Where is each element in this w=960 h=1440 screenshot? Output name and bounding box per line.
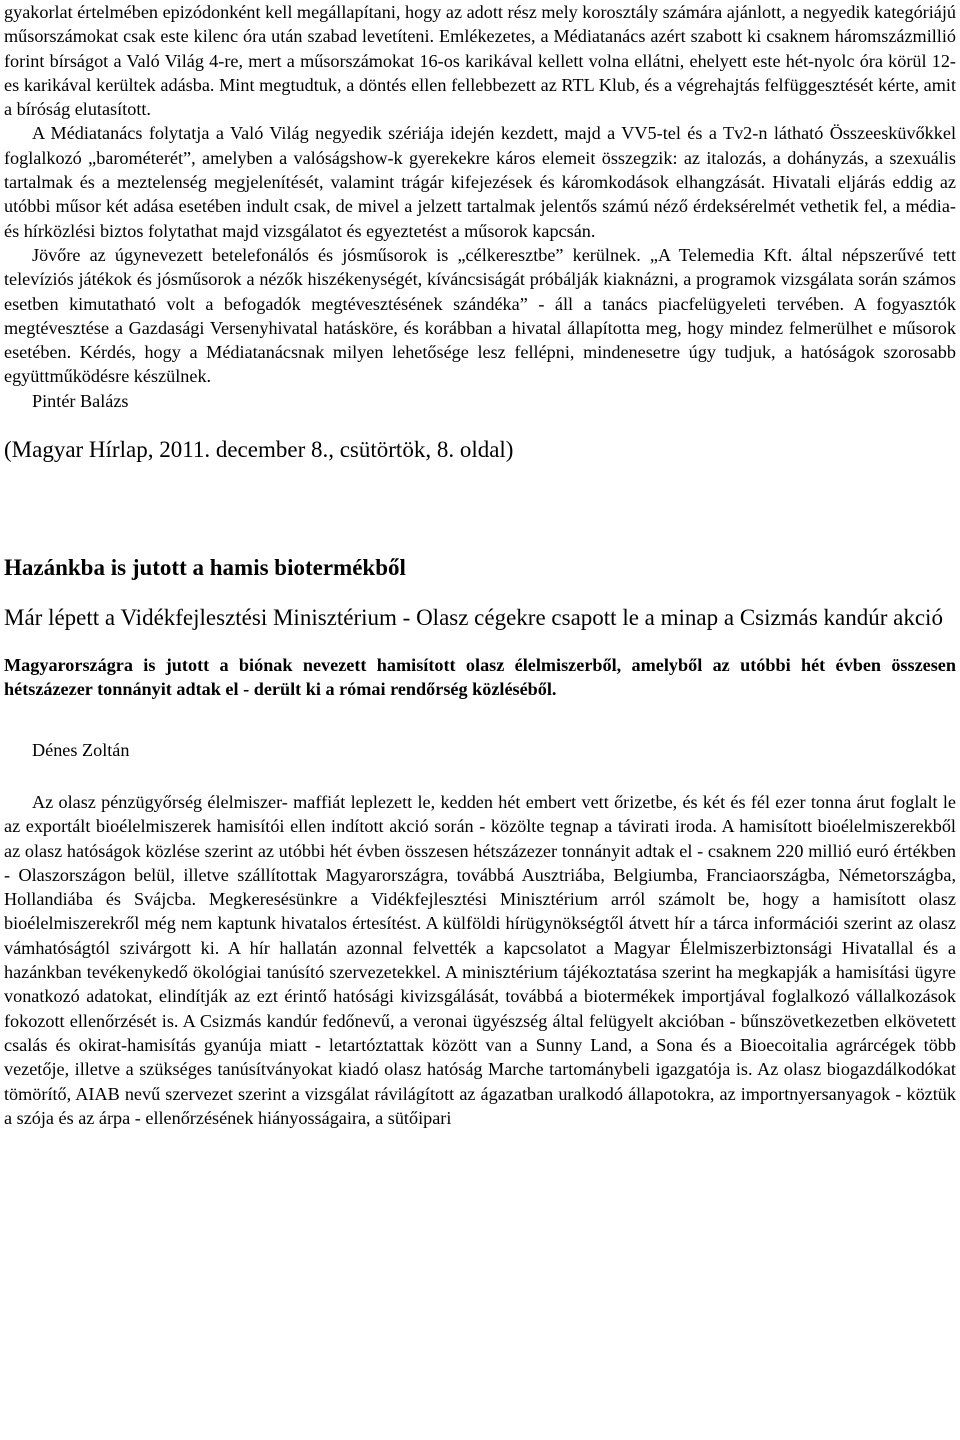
paragraph-3: Jövőre az úgynevezett betelefonálós és jósműsorok is „célkeresztbe” kerülnek. „A Telemedia Kft. által népszerűvé tett televíziós játékok és jósműsorok a nézők hiszékenységét, kíváncsiságát próbálják kiaknázni, a programok vizsgálata során számos esetben kimutatható volt a befogadók megtévesztésének szándéka” - áll a tanács piacfelügyeleti tervében. A fogyasztók megtévesztése a Gazdasági Versenyhivatal hatásköre, és korábban a hivatal állapította meg, hogy mindez felmerülhet e műsorok esetében. Kérdés, hogy a Médiatanácsnak milyen lehetősége lesz fellépni, mindenesetre úgy tudjuk, a hatóságok szorosabb együttműködésre készülnek. <box>4 244 956 387</box>
citation: (Magyar Hírlap, 2011. december 8., csütörtök, 8. oldal) <box>4 437 514 463</box>
article-body: Az olasz pénzügyőrség élelmiszer- maffiát leplezett le, kedden hét embert vett őrizetbe, és két és fél ezer tonna árut foglalt le az exportált bioélelmiszerek hamisítói ellen indított akció során - közölte tegnap a távirati iroda. A hamisított bioélelmiszerekből az olasz hatóságok közlése szerint az utóbbi hét évben összesen hétszázezer tonnányit adtak el - csaknem 220 millió euró értékben - Olaszországon belül, illetve szállítottak Magyarországra, továbbá Ausztriába, Belgiumba, Franciaországba, Németországba, Hollandiába és Svájcba. Megkeresésünkre a Vidékfejlesztési Minisztérium arról számolt be, hogy a hamisított olasz bioélelmiszerekről még nem kaptunk hivatalos értesítést. A külföldi hírügynökségtől átvett hír a tárca információi szerint az olasz vámhatóságtól szivárgott ki. A hír hallatán azonnal felvették a kapcsolatot a Magyar Élelmiszerbiztonsági Hivatallal és a hazánkban tevékenykedő ökológiai tanúsító szervezetekkel. A minisztérium tájékoztatása szerint ha megkapják a hamisítási ügyre vonatkozó adatokat, elindítják az ezt érintő hatósági kivizsgálását, továbbá a biotermékek importjával foglalkozó vállalkozások fokozott ellenőrzését is. A Csizmás kandúr fedőnevű, a veronai ügyészség által felügyelt akcióban - bűnszövetkezetben elkövetett csalás és okirat-hamisítás gyanúja miatt - letartóztattak között van a Sunny Land, a Sona és a Bioecoitalia agrárcégek több vezetője, illetve a szükséges tanúsítványokat kiadó olasz hatóság Marche tartománybeli igazgatója is. Az olasz biogazdálkodókat tömörítő, AIAB nevű szervezet szerint a vizsgálat rávilágított az ágazatban uralkodó állapotokra, az importnyersanyagok - köztük a szója és az árpa - ellenőrzésének hiányosságaira, a sütőipari <box>4 791 956 1128</box>
author-2: Dénes Zoltán <box>32 739 130 760</box>
paragraph-1: gyakorlat értelmében epizódonként kell megállapítani, hogy az adott rész mely korosztály számára ajánlott, a negyedik kategóriájú műsorszámokat csak este kilenc óra után szabad levetíteni. Emlékezetes, a Médiatanács azért szabott ki csaknem háromszázmillió forint bírságot a Való Világ 4-re, mert a műsorszámokat 16-os karikával kellett volna ellátni, ehelyett este hét-nyolc óra körül 12-es karikával kerültek adásba. Mint megtudtuk, a döntés ellen fellebbezett az RTL Klub, és a végrehajtás felfüggesztését kérte, amit a bíróság elutasított. <box>4 2 956 120</box>
author-1: Pintér Balázs <box>32 390 129 411</box>
article-subtitle: Már lépett a Vidékfejlesztési Minisztérium - Olasz cégekre csapott le a minap a Csizmás kandúr akció <box>4 605 943 631</box>
article-lead: Magyarországra is jutott a biónak nevezett hamisított olasz élelmiszerből, amelyből az utóbbi hét évben összesen hétszázezer tonnányit adtak el - derült ki a római rendőrség közléséből. <box>4 655 956 700</box>
article-title: Hazánkba is jutott a hamis biotermékből <box>4 555 406 581</box>
paragraph-2: A Médiatanács folytatja a Való Világ negyedik szériája idején kezdett, majd a VV5-tel és a Tv2-n látható Összeesküvőkkel foglalkozó „barométerét”, amelyben a valóságshow-k gyerekekre káros elemeit összegzik: az italozás, a dohányzás, a szexuális tartalmak és a meztelenség megjelenítését, valamint trágár kifejezések és káromkodások elhangzását. Hivatali eljárás eddig az utóbbi műsor két adása esetében indult csak, de mivel a jelzett tartalmak jelentős számú néző érdeksérelmét vethetik fel, a média- és hírközlési biztos folytathat majd vizsgálatot és egyeztetést a műsorok kapcsán. <box>4 123 956 241</box>
